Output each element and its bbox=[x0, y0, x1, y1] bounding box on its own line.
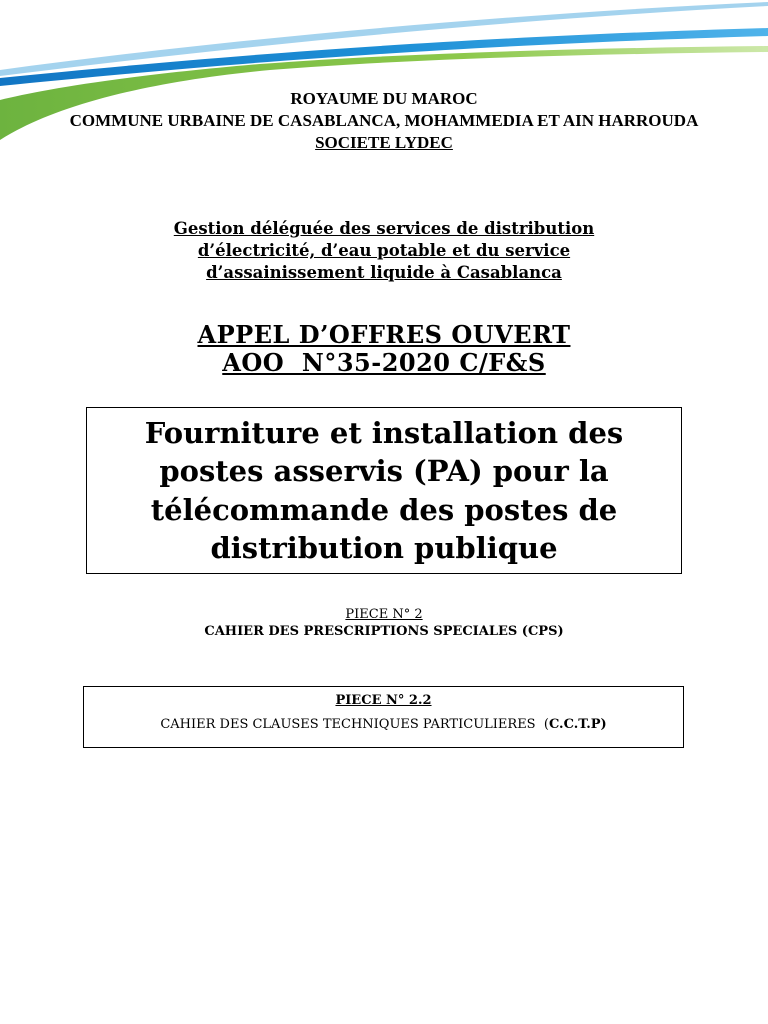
mission-line-1: Gestion déléguée des services de distribution bbox=[173, 219, 595, 238]
subject-text: Fourniture et installation des postes asservis (PA) pour la télécommande des postes de distribution publique bbox=[144, 415, 624, 565]
piece-2-2-box bbox=[83, 686, 684, 748]
piece-2-label: PIECE N° 2 bbox=[345, 607, 423, 622]
piece-2-2-abbr: C.C.T.P bbox=[548, 717, 601, 732]
company-line: SOCIETE LYDEC bbox=[315, 133, 453, 152]
country-line: ROYAUME DU MAROC bbox=[290, 89, 478, 108]
tender-type: APPEL D’OFFRES OUVERT bbox=[197, 320, 571, 349]
piece-2-title: CAHIER DES PRESCRIPTIONS SPECIALES (CPS) bbox=[204, 624, 564, 639]
commune-line: COMMUNE URBAINE DE CASABLANCA, MOHAMMEDIA ET AIN HARROUDA bbox=[69, 111, 699, 130]
piece-2-2-title bbox=[84, 717, 683, 733]
issuer-header bbox=[0, 88, 768, 154]
piece-2-2-title-text: CAHIER DES CLAUSES TECHNIQUES PARTICULIERES ( bbox=[160, 717, 549, 732]
piece-2-2-label: PIECE N° 2.2 bbox=[335, 693, 432, 708]
mission-line-3: d’assainissement liquide à Casablanca bbox=[206, 263, 562, 282]
mission-line-2: d’électricité, d’eau potable et du service bbox=[197, 241, 571, 260]
tender-number: AOO N°35-2020 C/F&S bbox=[222, 348, 546, 377]
piece-2-section bbox=[0, 607, 768, 640]
subject-box bbox=[86, 407, 682, 574]
tender-title bbox=[0, 321, 768, 377]
mission-title bbox=[0, 218, 768, 284]
piece-2-2-close: ) bbox=[600, 717, 607, 732]
